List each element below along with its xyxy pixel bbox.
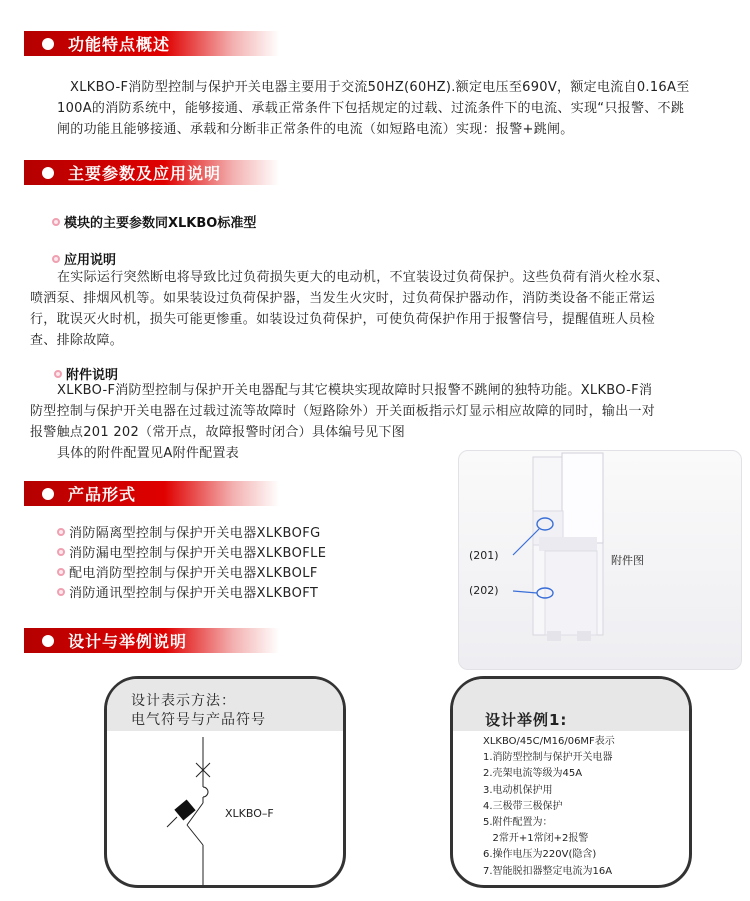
design-method-box [104,676,346,888]
product-label: 消防通讯型控制与保护开关电器XLKBOFT [69,586,319,601]
text-line: 100A的消防系统中，能够接通、承载正常条件下包括规定的过载、过流条件下的电流、实现“只报警、不跳 [57,101,685,116]
design-line-1: 设计表示方法： [131,693,236,709]
product-label: 配电消防型控制与保护开关电器XLKBOLF [69,566,318,581]
section-header-forms [24,481,279,506]
text-line: 行，耽误灭火时机，损失可能更惨重。如装设过负荷保护，可使负荷保护作用于报警信号，提醒值班人员检 [30,312,656,327]
example-item: 6.操作电压为220V(隐含) [483,849,597,861]
example-item: 2.壳架电流等级为45A [483,768,583,780]
figure-caption: 附件图 [611,554,644,567]
example-item: 7.智能脱扣器整定电流为16A [483,865,613,877]
label-202: (202) [469,584,499,597]
header-dot-icon [42,488,54,500]
electrical-symbol [107,679,343,885]
bullet-icon [57,568,65,576]
heading-label: 应用说明 [64,253,117,268]
header-dot-icon [42,167,54,179]
product-item [57,582,318,601]
product-item [57,542,326,561]
text-line: 报警触点201 202（常开点，故障报警时闭合）具体编号见下图 [30,425,406,440]
application-heading [52,249,116,268]
heading-label: 附件说明 [66,368,119,383]
header-dot-icon [42,635,54,647]
text-line: XLKBO-F消防型控制与保护开关电器配与其它模块实现故障时只报警不跳闸的独特功能。XLKBO-F消 [57,383,653,398]
example-item: 3.电动机保护用 [483,784,553,796]
product-item [57,522,321,541]
header-dot-icon [42,38,54,50]
text-line: 防型控制与保护开关电器在过载过流等故障时（短路除外）开关面板指示灯显示相应故障的同时，输出一对 [30,404,656,419]
application-paragraph [30,267,744,351]
example-item: 1.消防型控制与保护开关电器 [483,752,613,764]
text-line: 喷洒泵、排烟风机等。如果装设过负荷保护器，当发生火灾时，过负荷保护器动作，消防类设备不能正常运 [30,291,656,306]
section-title: 主要参数及应用说明 [68,164,222,183]
section-header-params [24,160,279,185]
design-line-2: 电气符号与产品符号 [131,712,266,728]
section-title: 功能特点概述 [68,35,171,54]
text-line: 查、排除故障。 [30,333,124,348]
example-item: 2常开+1常闭+2报警 [483,833,589,845]
section-title: 设计与举例说明 [68,632,188,651]
text-line: 在实际运行突然断电将导致比过负荷损失更大的电动机，不宜装设过负荷保护。这些负荷有消火栓水泵、 [57,270,669,285]
bullet-icon [54,370,62,378]
text-line: XLKBO-F消防型控制与保护开关电器主要用于交流50HZ(60HZ).额定电压至690V，额定电流自0.16A至 [70,80,690,95]
bullet-icon [52,255,60,263]
label-201: (201) [469,549,499,562]
symbol-label: XLKBO–F [225,807,274,820]
example-item: XLKBO/45C/M16/06MF表示 [483,736,615,747]
example-title: 设计举例1: [485,711,568,729]
design-example-box [450,676,692,888]
example-item: 5.附件配置为： [483,817,553,829]
product-item [57,562,318,581]
device-illustration [459,451,741,669]
product-label: 消防隔离型控制与保护开关电器XLKBOFG [69,526,321,541]
module-params-heading [52,212,256,231]
features-paragraph [57,77,742,140]
heading-label: 模块的主要参数同XLKBO标准型 [64,216,257,231]
section-title: 产品形式 [68,485,137,504]
accessory-figure [458,450,742,670]
text-line: 具体的附件配置见A附件配置表 [57,446,240,461]
bullet-icon [52,218,60,226]
bullet-icon [57,548,65,556]
product-label: 消防漏电型控制与保护开关电器XLKBOFLE [69,546,327,561]
example-list [483,734,615,880]
text-line: 闸的功能且能够接通、承载和分断非正常条件的电流（如短路电流）实现：报警+跳闸。 [57,122,574,137]
example-item: 4.三极带三极保护 [483,800,563,812]
bullet-icon [57,588,65,596]
section-header-design [24,628,279,653]
section-header-features [24,31,279,56]
bullet-icon [57,528,65,536]
